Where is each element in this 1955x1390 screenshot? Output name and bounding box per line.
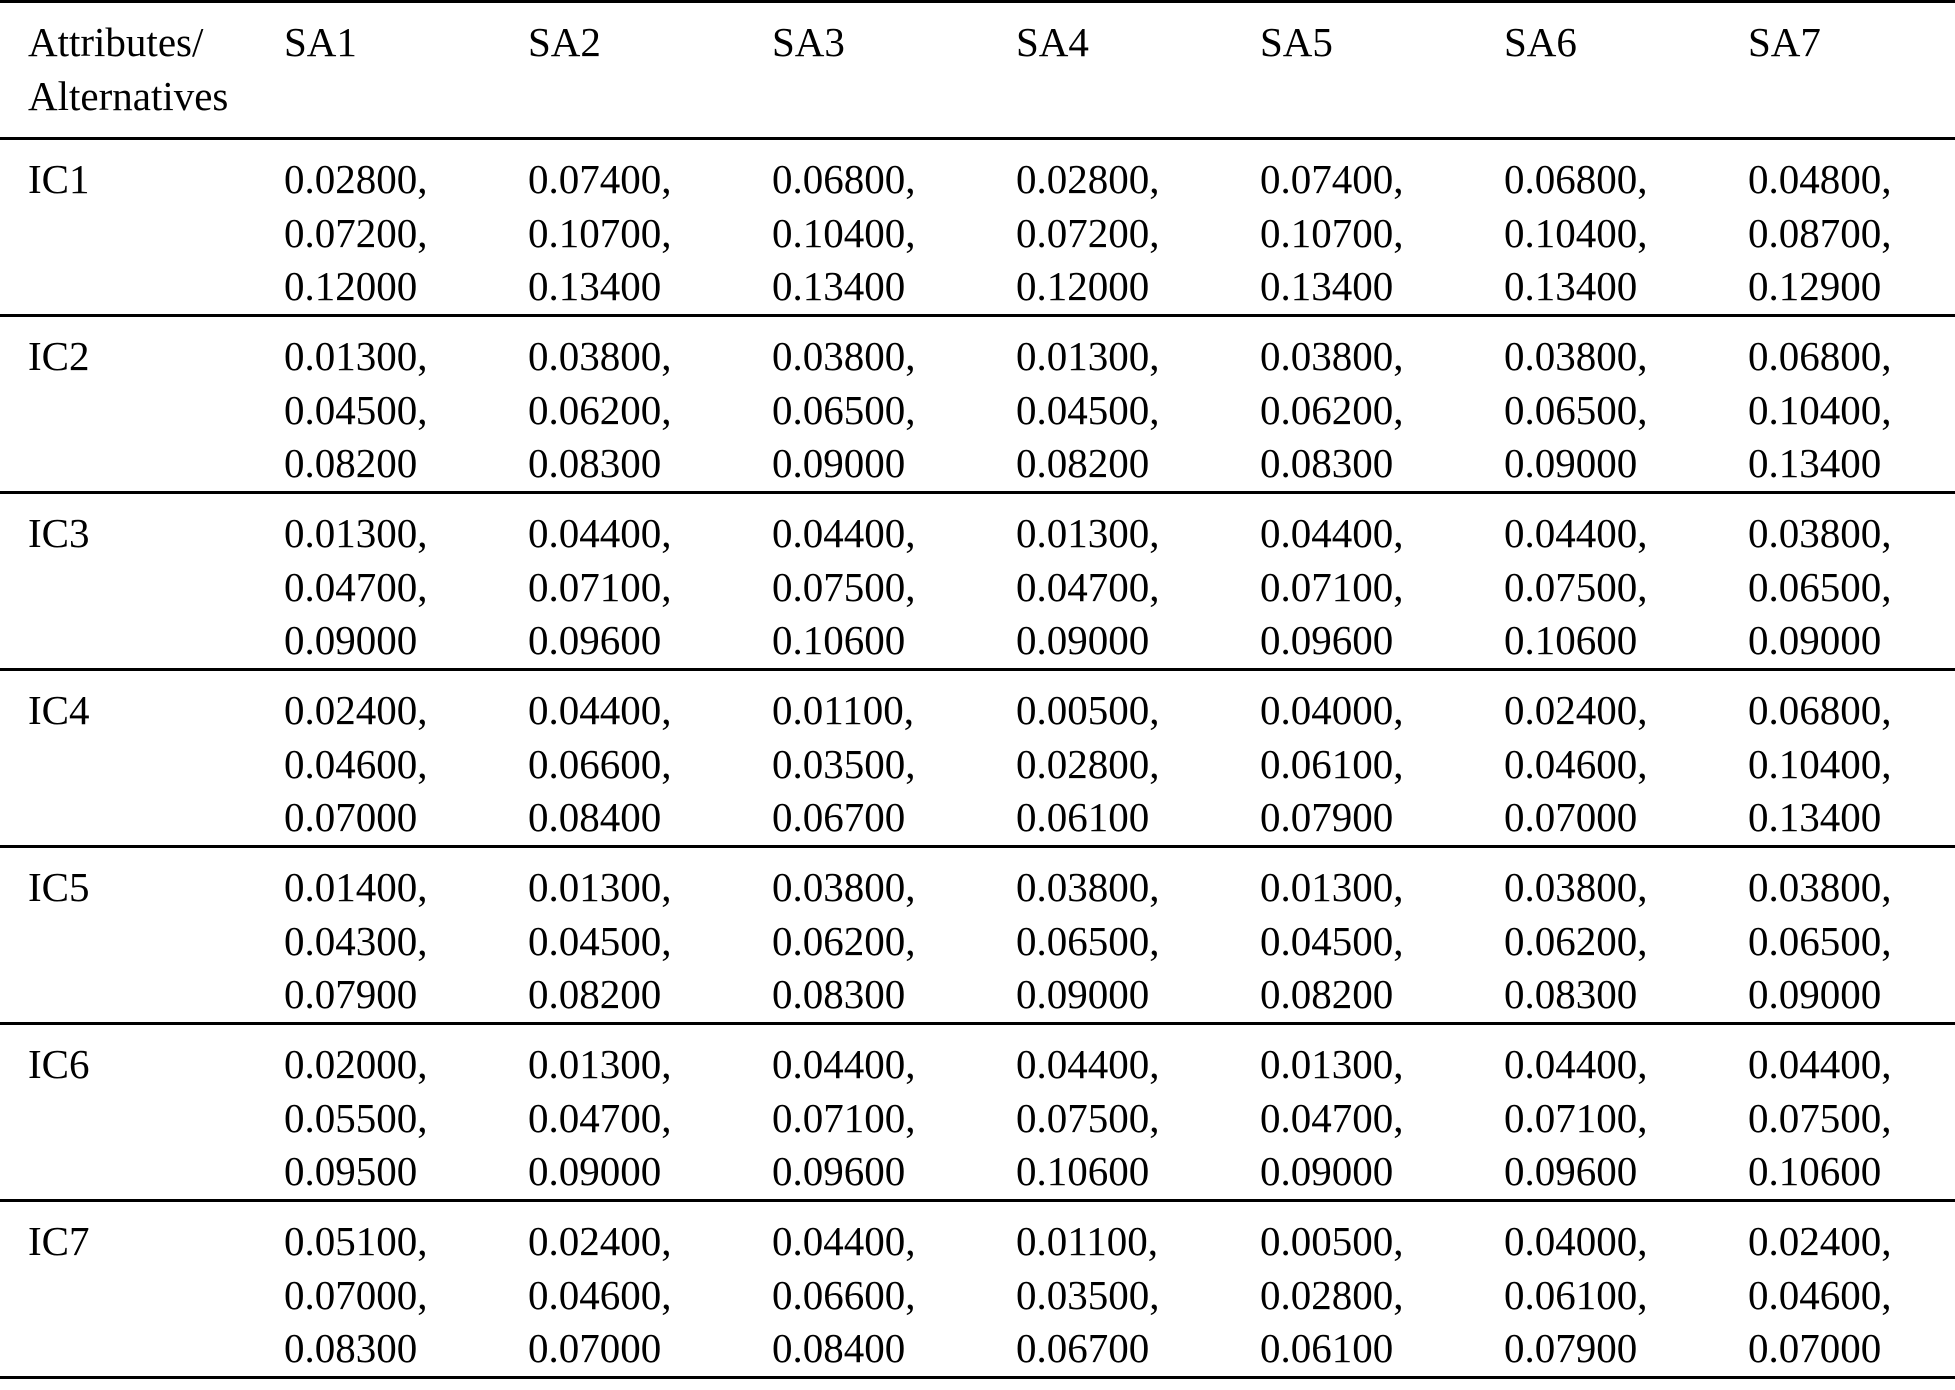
cell-value: 0.06800, (772, 156, 916, 202)
cell-value: 0.04700, (1016, 563, 1160, 610)
cell-value: 0.10700, (528, 209, 672, 256)
table-cell (1504, 670, 1748, 847)
cell-value: 0.13400 (1504, 263, 1638, 309)
cell-value: 0.07100, (1260, 563, 1404, 610)
cell-value: 0.04400, (772, 510, 916, 556)
cell-value: 0.06100, (1260, 740, 1404, 787)
cell-value: 0.07100, (1504, 1094, 1648, 1141)
table-cell (1260, 1024, 1504, 1201)
cell-value: 0.04700, (284, 563, 428, 610)
table-row (0, 1201, 1955, 1378)
table-cell (528, 316, 772, 493)
table-cell (528, 847, 772, 1024)
table-cell (1016, 316, 1260, 493)
cell-value: 0.02400, (1748, 1218, 1892, 1264)
row-label: IC2 (0, 316, 284, 493)
cell-value: 0.08200 (1016, 440, 1150, 486)
cell-value: 0.06800, (1504, 156, 1648, 202)
cell-value: 0.02400, (284, 687, 428, 733)
corner-header-line: Attributes/ (28, 19, 204, 65)
table-cell (1016, 847, 1260, 1024)
table-cell (1016, 139, 1260, 316)
cell-value: 0.10400, (772, 209, 916, 256)
cell-value: 0.01300, (1016, 510, 1160, 556)
cell-value: 0.09600 (1504, 1148, 1638, 1194)
cell-value: 0.06200, (772, 917, 916, 964)
table-cell (1260, 493, 1504, 670)
table-cell (284, 316, 528, 493)
cell-value: 0.07900 (1260, 794, 1394, 840)
row-label: IC3 (0, 493, 284, 670)
cell-value: 0.04500, (284, 386, 428, 433)
cell-value: 0.07000 (1504, 794, 1638, 840)
cell-value: 0.04500, (1260, 917, 1404, 964)
cell-value: 0.07000, (284, 1271, 428, 1318)
table-cell (772, 847, 1016, 1024)
cell-value: 0.03800, (1504, 864, 1648, 910)
cell-value: 0.04500, (1016, 386, 1160, 433)
cell-value: 0.01300, (1260, 864, 1404, 910)
cell-value: 0.08400 (772, 1325, 906, 1371)
cell-value: 0.06200, (1504, 917, 1648, 964)
cell-value: 0.10600 (772, 617, 906, 663)
cell-value: 0.01300, (1260, 1041, 1404, 1087)
cell-value: 0.03800, (772, 864, 916, 910)
cell-value: 0.08200 (528, 971, 662, 1017)
table-cell (1504, 139, 1748, 316)
cell-value: 0.06100 (1260, 1325, 1394, 1371)
cell-value: 0.05100, (284, 1218, 428, 1264)
table-cell (284, 847, 528, 1024)
cell-value: 0.09600 (772, 1148, 906, 1194)
cell-value: 0.07500, (772, 563, 916, 610)
cell-value: 0.04400, (1260, 510, 1404, 556)
column-header: SA7 (1748, 2, 1955, 139)
table-cell (1748, 1201, 1955, 1378)
cell-value: 0.08300 (1504, 971, 1638, 1017)
table-row (0, 493, 1955, 670)
cell-value: 0.06500, (1016, 917, 1160, 964)
cell-value: 0.02800, (1016, 156, 1160, 202)
cell-value: 0.04400, (528, 510, 672, 556)
cell-value: 0.09000 (1504, 440, 1638, 486)
column-header: SA5 (1260, 2, 1504, 139)
cell-value: 0.06800, (1748, 333, 1892, 379)
cell-value: 0.13400 (1748, 794, 1882, 840)
corner-header-cell (0, 2, 284, 139)
table-cell (1016, 1201, 1260, 1378)
cell-value: 0.09600 (528, 617, 662, 663)
table-cell (772, 1201, 1016, 1378)
table-cell (1748, 493, 1955, 670)
cell-value: 0.06800, (1748, 687, 1892, 733)
cell-value: 0.13400 (1748, 440, 1882, 486)
cell-value: 0.06600, (772, 1271, 916, 1318)
cell-value: 0.06100, (1504, 1271, 1648, 1318)
cell-value: 0.09000 (1016, 971, 1150, 1017)
cell-value: 0.04400, (1504, 510, 1648, 556)
cell-value: 0.07400, (1260, 156, 1404, 202)
table-cell (1260, 847, 1504, 1024)
cell-value: 0.04700, (1260, 1094, 1404, 1141)
row-label: IC5 (0, 847, 284, 1024)
cell-value: 0.09000 (284, 617, 418, 663)
table-cell (284, 1024, 528, 1201)
cell-value: 0.07400, (528, 156, 672, 202)
cell-value: 0.03800, (1016, 864, 1160, 910)
cell-value: 0.09500 (284, 1148, 418, 1194)
table-cell (772, 139, 1016, 316)
cell-value: 0.04600, (528, 1271, 672, 1318)
table-cell (1504, 493, 1748, 670)
cell-value: 0.06700 (1016, 1325, 1150, 1371)
cell-value: 0.04600, (284, 740, 428, 787)
table-cell (284, 1201, 528, 1378)
cell-value: 0.01400, (284, 864, 428, 910)
cell-value: 0.08300 (772, 971, 906, 1017)
column-header: SA1 (284, 2, 528, 139)
table-cell (528, 493, 772, 670)
cell-value: 0.06500, (1748, 563, 1892, 610)
table-row (0, 1024, 1955, 1201)
table-cell (528, 139, 772, 316)
table-cell (528, 1201, 772, 1378)
cell-value: 0.04400, (772, 1218, 916, 1264)
cell-value: 0.07900 (1504, 1325, 1638, 1371)
corner-header-line: Alternatives (28, 72, 229, 119)
cell-value: 0.05500, (284, 1094, 428, 1141)
table-cell (1016, 670, 1260, 847)
table-cell (1016, 493, 1260, 670)
cell-value: 0.04000, (1260, 687, 1404, 733)
table-cell (284, 493, 528, 670)
cell-value: 0.01100, (772, 687, 914, 733)
cell-value: 0.07000 (1748, 1325, 1882, 1371)
row-label: IC1 (0, 139, 284, 316)
cell-value: 0.04400, (528, 687, 672, 733)
row-label: IC7 (0, 1201, 284, 1378)
cell-value: 0.09000 (1748, 617, 1882, 663)
table-row (0, 316, 1955, 493)
table-body (0, 139, 1955, 1378)
table-row (0, 139, 1955, 316)
cell-value: 0.07100, (772, 1094, 916, 1141)
table-cell (1748, 847, 1955, 1024)
cell-value: 0.02800, (1260, 1271, 1404, 1318)
cell-value: 0.12900 (1748, 263, 1882, 309)
table-cell (1504, 847, 1748, 1024)
cell-value: 0.03800, (528, 333, 672, 379)
cell-value: 0.04600, (1748, 1271, 1892, 1318)
table-cell (1748, 1024, 1955, 1201)
cell-value: 0.10600 (1504, 617, 1638, 663)
cell-value: 0.06600, (528, 740, 672, 787)
cell-value: 0.02400, (528, 1218, 672, 1264)
cell-value: 0.06200, (528, 386, 672, 433)
cell-value: 0.09000 (1748, 971, 1882, 1017)
cell-value: 0.08300 (284, 1325, 418, 1371)
cell-value: 0.08700, (1748, 209, 1892, 256)
cell-value: 0.01300, (284, 510, 428, 556)
table-cell (1260, 139, 1504, 316)
cell-value: 0.01300, (528, 1041, 672, 1087)
cell-value: 0.08200 (1260, 971, 1394, 1017)
cell-value: 0.12000 (1016, 263, 1150, 309)
cell-value: 0.07000 (284, 794, 418, 840)
cell-value: 0.02400, (1504, 687, 1648, 733)
table-row (0, 847, 1955, 1024)
cell-value: 0.07500, (1016, 1094, 1160, 1141)
cell-value: 0.09000 (772, 440, 906, 486)
cell-value: 0.06100 (1016, 794, 1150, 840)
cell-value: 0.09000 (528, 1148, 662, 1194)
cell-value: 0.09000 (1260, 1148, 1394, 1194)
cell-value: 0.06700 (772, 794, 906, 840)
cell-value: 0.01300, (284, 333, 428, 379)
table-header (0, 2, 1955, 139)
table-cell (772, 316, 1016, 493)
table-cell (1748, 316, 1955, 493)
table-cell (1504, 1024, 1748, 1201)
cell-value: 0.04400, (1748, 1041, 1892, 1087)
table-cell (772, 1024, 1016, 1201)
table-cell (772, 670, 1016, 847)
table-cell (1504, 316, 1748, 493)
column-header: SA3 (772, 2, 1016, 139)
cell-value: 0.02800, (284, 156, 428, 202)
cell-value: 0.10400, (1504, 209, 1648, 256)
cell-value: 0.04400, (772, 1041, 916, 1087)
cell-value: 0.04500, (528, 917, 672, 964)
cell-value: 0.06200, (1260, 386, 1404, 433)
table-cell (1260, 1201, 1504, 1378)
table-cell (1748, 139, 1955, 316)
table-cell (772, 493, 1016, 670)
cell-value: 0.00500, (1016, 687, 1160, 733)
cell-value: 0.06500, (1748, 917, 1892, 964)
header-row (0, 2, 1955, 139)
cell-value: 0.01300, (1016, 333, 1160, 379)
cell-value: 0.08200 (284, 440, 418, 486)
cell-value: 0.10700, (1260, 209, 1404, 256)
cell-value: 0.04300, (284, 917, 428, 964)
cell-value: 0.10600 (1016, 1148, 1150, 1194)
cell-value: 0.03800, (772, 333, 916, 379)
cell-value: 0.10400, (1748, 740, 1892, 787)
cell-value: 0.03500, (772, 740, 916, 787)
cell-value: 0.13400 (772, 263, 906, 309)
cell-value: 0.08300 (1260, 440, 1394, 486)
cell-value: 0.03800, (1748, 864, 1892, 910)
cell-value: 0.01300, (528, 864, 672, 910)
table-cell (1260, 316, 1504, 493)
row-label: IC4 (0, 670, 284, 847)
cell-value: 0.13400 (528, 263, 662, 309)
cell-value: 0.04700, (528, 1094, 672, 1141)
cell-value: 0.06500, (1504, 386, 1648, 433)
cell-value: 0.04600, (1504, 740, 1648, 787)
cell-value: 0.09600 (1260, 617, 1394, 663)
cell-value: 0.13400 (1260, 263, 1394, 309)
column-header: SA2 (528, 2, 772, 139)
table-cell (1016, 1024, 1260, 1201)
cell-value: 0.09000 (1016, 617, 1150, 663)
table-cell (1504, 1201, 1748, 1378)
cell-value: 0.10600 (1748, 1148, 1882, 1194)
cell-value: 0.07000 (528, 1325, 662, 1371)
cell-value: 0.07100, (528, 563, 672, 610)
column-header: SA6 (1504, 2, 1748, 139)
table-cell (1748, 670, 1955, 847)
cell-value: 0.06500, (772, 386, 916, 433)
cell-value: 0.03800, (1260, 333, 1404, 379)
cell-value: 0.03500, (1016, 1271, 1160, 1318)
column-header: SA4 (1016, 2, 1260, 139)
table-cell (284, 670, 528, 847)
table-cell (1260, 670, 1504, 847)
row-label: IC6 (0, 1024, 284, 1201)
cell-value: 0.10400, (1748, 386, 1892, 433)
cell-value: 0.02800, (1016, 740, 1160, 787)
table-cell (528, 1024, 772, 1201)
cell-value: 0.04400, (1016, 1041, 1160, 1087)
cell-value: 0.03800, (1748, 510, 1892, 556)
table-row (0, 670, 1955, 847)
table-cell (284, 139, 528, 316)
cell-value: 0.08300 (528, 440, 662, 486)
cell-value: 0.04400, (1504, 1041, 1648, 1087)
cell-value: 0.03800, (1504, 333, 1648, 379)
cell-value: 0.00500, (1260, 1218, 1404, 1264)
cell-value: 0.07500, (1748, 1094, 1892, 1141)
cell-value: 0.01100, (1016, 1218, 1158, 1264)
cell-value: 0.12000 (284, 263, 418, 309)
table-cell (528, 670, 772, 847)
cell-value: 0.07900 (284, 971, 418, 1017)
cell-value: 0.07200, (284, 209, 428, 256)
cell-value: 0.04000, (1504, 1218, 1648, 1264)
cell-value: 0.04800, (1748, 156, 1892, 202)
cell-value: 0.02000, (284, 1041, 428, 1087)
cell-value: 0.07500, (1504, 563, 1648, 610)
cell-value: 0.08400 (528, 794, 662, 840)
cell-value: 0.07200, (1016, 209, 1160, 256)
